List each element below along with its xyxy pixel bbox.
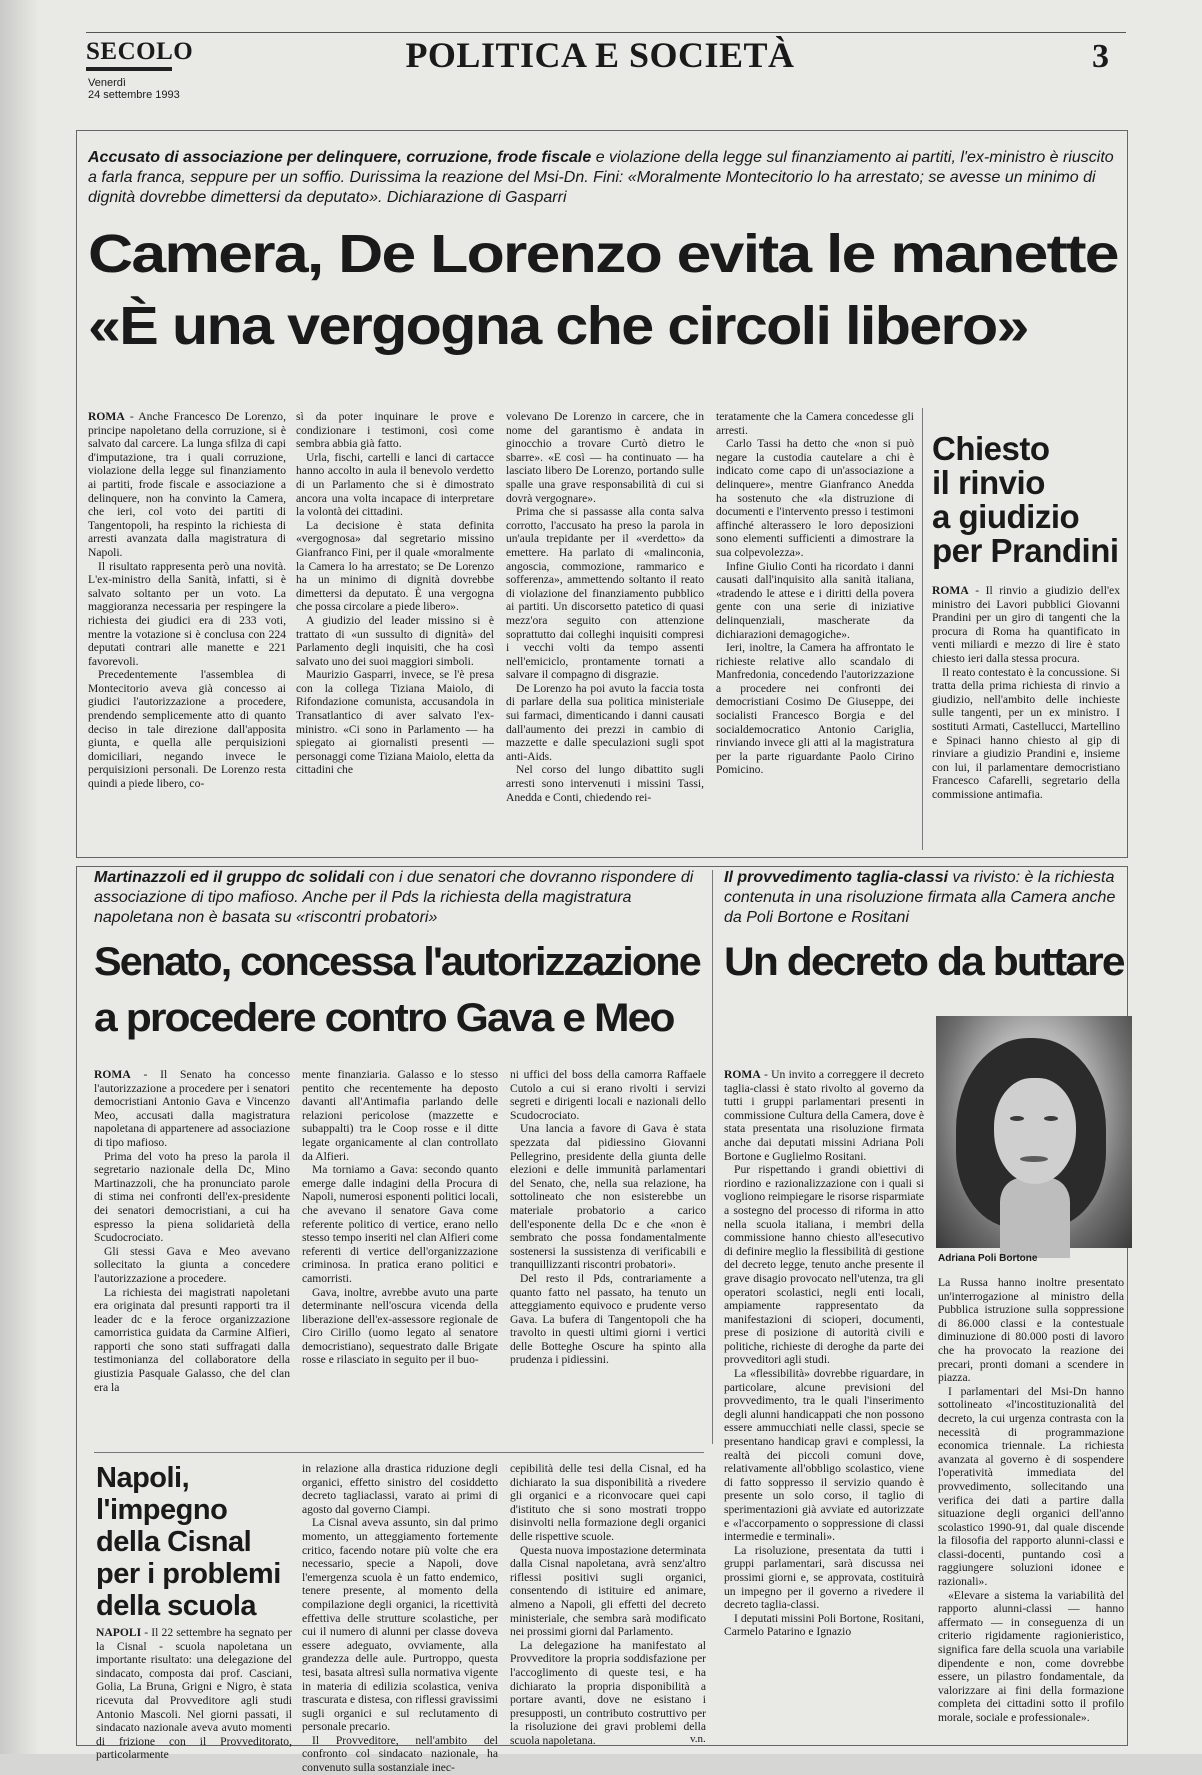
paragraph: Infine Giulio Conti ha ricordato i danni causati dall'inquisito alla sanità italiana, «tradendo le attese e i diritti della povera gente con una serie di iniziative delinquenziali, mascherate da dichiarazioni demagogiche». <box>716 559 914 641</box>
headline-line: della Cisnal <box>96 1526 252 1558</box>
sidebar-column <box>932 584 1120 848</box>
headline-line: a giudizio <box>932 498 1080 535</box>
headline-line: della scuola <box>96 1590 257 1622</box>
story1-headline-line1: Camera, De Lorenzo evita le manette <box>88 224 1118 284</box>
photo-eye <box>1044 1116 1058 1121</box>
story4-column-1 <box>96 1626 292 1762</box>
paragraph: sì da poter inquinare le prove e condizionare i testimoni, così come sembra abbia già fatto. <box>296 410 494 451</box>
issue-date: 24 settembre 1993 <box>88 89 180 101</box>
dateline: ROMA <box>932 584 969 597</box>
paragraph: in relazione alla drastica riduzione degli organici, effetto sinistro del cosiddetto decreto tagliaclassi, varato ai primi di agosto dal governo Ciampi. <box>302 1462 498 1516</box>
headline-line: Napoli, <box>96 1462 190 1494</box>
story2-kicker <box>94 868 704 928</box>
story1-headline-line2: «È una vergogna che circoli libero» <box>88 296 1028 356</box>
story1-column-1 <box>88 410 286 848</box>
story2-headline-line1: Senato, concessa l'autorizzazione <box>94 940 700 984</box>
story1-kicker <box>88 148 1118 208</box>
paragraph: Ieri, inoltre, la Camera ha affrontato le richieste relative allo scandalo di Manfredonia, concedendo l'autorizzazione a procedere nei confronti dei democristiani Cosimo De Giuseppe, dei socialisti Francesco Borgia e del socialdemocratico Antonio Cariglia, rinviando invece gli atti al la magistratura per la parte riguardante Paolo Cirino Pomicino. <box>716 641 914 777</box>
story4-headline <box>96 1462 292 1622</box>
paragraph: A giudizio del leader missino si è trattato di «un sussulto di dignità» del Parlamento degli inquisiti, che ha così salvato uno dei suoi maggiori simboli. <box>296 613 494 668</box>
story1-kicker-bold: Accusato di associazione per delinquere, corruzione, frode fiscale <box>88 149 592 166</box>
story3-kicker-bold: Il provvedimento taglia-classi <box>724 869 949 886</box>
story2-headline-line2: a procedere contro Gava e Meo <box>94 996 674 1040</box>
paragraph: Prima del voto ha preso la parola il segretario nazionale della Dc, Mino Martinazzoli, che ha pronunciato parole di stima nei confronti dell'ex-presidente dei senatori democristiani, a cui ha espresso la piena solidarietà della Scudocrociato. <box>94 1149 290 1245</box>
dateline: ROMA <box>724 1068 761 1081</box>
paragraph: - Il rinvio a giudizio dell'ex ministro dei Lavori pubblici Giovanni Prandini per un giro di tangenti che la procura di Roma ha quantificato in venti miliardi e mezzo di lire è stato chiesto ieri dalla stessa procura. <box>932 584 1120 665</box>
author-signature: v.n. <box>690 1733 706 1745</box>
paragraph: - Il Senato ha concesso l'autorizzazione a procedere per i senatori democristiani Antonio Gava e Vincenzo Meo, accusati dalla magistratura napoletana di appartenere ad associazione di tipo mafioso. <box>94 1068 290 1149</box>
newspaper-logo: SECOLO <box>86 38 194 65</box>
paragraph: La Cisnal aveva assunto, sin dal primo momento, un atteggiamento fortemente critico, facendo notare più volte che era necessario, specie a Napoli, dove l'emergenza scuola è un fatto endemico, tenere presente, al momento della compilazione degli organici, la ricettività effettiva delle strutture scolastiche, per cui il numero di alunni per classe doveva essere adeguato, ovviamente, alla grandezza delle aule. Purtroppo, questa tesi, basata altresì sulla normativa vigente in materia di edilizia scolastica, veniva trascurata e distesa, con riflessi gravissimi sugli organici e sul reclutamento di personale precario. <box>302 1516 498 1734</box>
story1-column-4 <box>716 410 914 848</box>
portrait-photo <box>936 1016 1132 1248</box>
issue-day: Venerdì <box>88 77 126 89</box>
sidebar-headline <box>932 432 1122 568</box>
story2-column-2 <box>302 1068 498 1440</box>
story3-kicker <box>724 868 1124 928</box>
story2-column-3 <box>510 1068 706 1440</box>
column-divider <box>922 408 923 850</box>
paragraph: De Lorenzo ha poi avuto la faccia tosta di parlare della sua politica ministeriale sui farmaci, dimenticando i danni causati dall'aumento dei prezzi in cambio di mazzette e dalle speculazioni sugli spot anti-Aids. <box>506 681 704 763</box>
paragraph: Pur rispettando i grandi obiettivi di riordino e razionalizzazione con i quali si vogliono reimpiegare le risorse risparmiate a sostegno del processo di riforma in atto nella scuola italiana, i membri della commissione hanno chiesto all'esecutivo di definire meglio la flessibilità di gestione del decreto legge, tenuto anche presente il grave disagio provocato nell'utenza, tra gli operatori scolastici, negli enti locali, ampiamente rappresentato da manifestazioni di scioperi, documenti, prese di posizione di autorità civili e politiche, richieste di deroghe da parte dei provveditori agli studi. <box>724 1163 924 1367</box>
story3-column-2 <box>938 1276 1124 1740</box>
story1-kicker-rest: e violazione della legge sul finanziamento ai partiti, l'ex-ministro è riuscito a farla franca, seppure per un soffio. Durissima la reazione del Msi-Dn. Fini: «Moralmente Montecitorio lo ha arrestato; se avesse un minimo di dignità dovrebbe dimettersi da deputato». Dichiarazione di Gasparri <box>88 149 1114 206</box>
paragraph: La «flessibilità» dovrebbe riguardare, in particolare, alcune previsioni del provvedimento, tra le quali l'inserimento degli alunni handicappati che non possono essere ammucchiati nelle classi, specie se presentano handicap gravi e complessi, la realtà dei piccoli comuni dove, relativamente all'obbligo scolastico, viene di fatto soppresso il servizio quando è presente un solo corso, il taglio di sperimentazioni già avviate ed autorizzate e «l'accorpamento o soppressione di classi intermedie e terminali». <box>724 1367 924 1544</box>
logo-underline <box>86 67 172 71</box>
paragraph: La Russa hanno inoltre presentato un'interrogazione al ministro della Pubblica istruzione sulla soppressione di 86.000 classi e la contestuale diminuzione di 80.000 posti di lavoro che ha provocato la reazione dei precari, pronti domani a scendere in piazza. <box>938 1276 1124 1385</box>
paragraph: - Anche Francesco De Lorenzo, principe napoletano della corruzione, si è salvato dal carcere. La lunga sfilza di capi d'imputazione, tra i quali corruzione, violazione della legge sul finanziamento ai partiti, frode fiscale e associazione a delinquere, non ha convinto la Camera, che ieri, col voto dei partiti di Tangentopoli, ha respinto la richiesta di arresti avanzata dalla magistratura di Napoli. <box>88 410 286 559</box>
story2-kicker-bold: Martinazzoli ed il gruppo dc solidali <box>94 869 365 886</box>
paragraph: Gava, inoltre, avrebbe avuto una parte determinante nell'oscura vicenda della liberazione dell'ex-assessore regionale de Ciro Cirillo (uomo legato al senatore democristiano), sequestrato dalle Brigate rosse e rilasciato in seguito per il buo- <box>302 1285 498 1367</box>
story2-kicker-rest: con i due senatori che dovranno rispondere di associazione di tipo mafioso. Anche per il Pds la richiesta della magistratura napoletana non è basata su «riscontri probatori» <box>94 869 694 926</box>
paragraph: Una lancia a favore di Gava è stata spezzata dal pidiessino Giovanni Pellegrino, presidente della giunta delle elezioni e delle immunità parlamentari del Senato, che, nella sua relazione, ha sottolineato che non esisterebbe un materiale probatorio a carico dell'esponente della Dc e che «non è sembrato che possa fondamentalmente sostenersi la sussistenza di verificabili e tranquillizzanti riscontri probatori». <box>510 1122 706 1272</box>
paragraph: La decisione è stata definita «vergognosa» dal segretario missino Gianfranco Fini, per il quale «moralmente la Camera lo ha arrestato; se De Lorenzo ha un minimo di dignità dovrebbe dimettersi da deputato. È una vergogna che possa circolare a piede libero». <box>296 518 494 614</box>
paragraph: Del resto il Pds, contrariamente a quanto fatto nel passato, ha tenuto un atteggiamento equivoco e prudente verso Gava. La bufera di Tangentopoli che ha travolto in questi ultimi giorni i vertici delle Botteghe Oscure ha spinto alla prudenza i pidiessini. <box>510 1271 706 1367</box>
paragraph: teratamente che la Camera concedesse gli arresti. <box>716 410 914 437</box>
paragraph: Il risultato rappresenta però una novità. L'ex-ministro della Sanità, infatti, si è salvato soltanto per un voto. La maggioranza necessaria per respingere la richiesta dei giudici era di 233 voti, mentre la votazione si è conclusa con 224 deputati contrari alle manette e 221 favorevoli. <box>88 559 286 668</box>
photo-face <box>994 1078 1076 1184</box>
top-rule <box>86 32 1126 33</box>
paragraph: mente finanziaria. Galasso e lo stesso pentito che recentemente ha deposto davanti all'Antimafia parlando delle relazioni pericolose (mazzette e subappalti) tra le Coop rosse e il ditte legate organicamente al clan controllato da Alfieri. <box>302 1068 498 1163</box>
headline-line: per Prandini <box>932 532 1119 569</box>
paragraph: La richiesta dei magistrati napoletani era originata dal presunti rapporti tra il leader dc e la feroce organizzazione camorristica guidata da Carmine Alfieri, rapporti che sono stati suffragati dalla testimonianza del collaboratore della giustizia Pasquale Galasso, che del clan era la <box>94 1285 290 1394</box>
story1-column-3 <box>506 410 704 848</box>
paragraph: ni uffici del boss della camorra Raffaele Cutolo a cui si erano rivolti i servizi segreti e dirigenti locali e nazionali dello Scudocrociato. <box>510 1068 706 1122</box>
paragraph: Urla, fischi, cartelli e lanci di cartacce hanno accolto in aula il benevolo verdetto di un Parlamento che si è dimostrato ancora una volta incapace di interpretare la volontà dei cittadini. <box>296 450 494 519</box>
paragraph: Nel corso del lungo dibattito sugli arresti sono intervenuti i missini Tassi, Anedda e Conti, chiedendo rei- <box>506 763 704 804</box>
dateline: ROMA <box>88 410 125 423</box>
paragraph: Precedentemente l'assemblea di Montecitorio aveva già concesso ai giudici l'autorizzazione a procedere, prendendo semplicemente atto di quanto deciso in tale direzione dall'apposita giunta, e quella alle perquisizioni domiciliari, negando invece le perquisizioni personali. De Lorenzo resta quindi a piede libero, co- <box>88 668 286 791</box>
section-title: POLITICA E SOCIETÀ <box>405 35 795 75</box>
paragraph: Prima che si passasse alla conta salva corrotto, l'accusato ha preso la parola in un'aula trepidante per il «verdetto» da emettere. Ha parlato di «malinconia, angoscia, commozione, rammarico e sofferenza», ammettendo soltanto il reato di violazione del finanziamento pubblico ai partiti. Un discorsetto patetico di quasi mezz'ora seguito con attenzione soprattutto dai colleghi inquisiti compresi i vecchi volti da tempo assenti nell'emiciclo, prontamente tornati a salvare il compagno di disgrazie. <box>506 505 704 682</box>
paragraph: Carlo Tassi ha detto che «non si può negare la custodia cautelare a chi è indicato come capo di un'associazione a delinquere», mentre Gianfranco Anedda ha sostenuto che «la distruzione di documenti e l'intervento presso i testimoni affinché alterassero le loro deposizioni sono elementi sufficienti a dimostrare la sua colpevolezza». <box>716 437 914 559</box>
paragraph: Maurizio Gasparri, invece, se l'è presa con la collega Tiziana Maiolo, di Rifondazione comunista, accusandola in Transatlantico di aver salvato l'ex-ministro. «Ci sono in Parlamento — ha spiegato ai giornalisti presenti — personaggi come Tiziana Maiolo, eletta da cittadini che <box>296 668 494 777</box>
story4-column-2 <box>302 1462 498 1775</box>
page-number: 3 <box>1092 38 1109 75</box>
story2-column-1 <box>94 1068 290 1440</box>
paragraph: «Elevare a sistema la variabilità del rapporto alunni-classi — hanno affermato — in conseguenza di un criterio rigidamente ragionieristico, significa fare della scuola una variabile dipendente e non, come dovrebbe essere, un pilastro fondamentale, da valorizzare ai fini della formazione completa dei cittadini sotto il profilo morale, sociale e professionale». <box>938 1588 1124 1724</box>
dateline: ROMA <box>94 1068 131 1081</box>
paragraph: I parlamentari del Msi-Dn hanno sottolineato «l'incostituzionalità del decreto, la cui urgenza contrasta con la necessità di programmazione economica triennale. La richiesta avanzata al governo è di sospendere l'operatività immediata del provvedimento, sollecitando una verifica dei dati a partire dalla situazione degli organici dell'anno scolastico 1990-91, dal quale discende la filosofia del rapporto alunni-classi e classi-docenti, puntando così a raggiungere soluzioni idonee e razionali». <box>938 1384 1124 1589</box>
headline-line: per i problemi <box>96 1558 281 1590</box>
photo-neck <box>1000 1178 1070 1258</box>
section-rule <box>94 1452 704 1453</box>
paragraph: cepibilità delle tesi della Cisnal, ed ha dichiarato la sua disponibilità a rivedere gli organici e a riconvocare quei capi d'istituto che si sono mostrati troppo disinvolti nella formazione degli organici delle rispettive scuole. <box>510 1462 706 1543</box>
photo-caption: Adriana Poli Bortone <box>938 1253 1038 1264</box>
story3-column-1 <box>724 1068 924 1740</box>
paragraph: Il Provveditore, nell'ambito del confronto col sindacato nazionale, ha convenuto sulla sostanziale inec- <box>302 1733 498 1775</box>
headline-line: Chiesto <box>932 430 1050 467</box>
paragraph: I deputati missini Poli Bortone, Rositani, Carmelo Patarino e Ignazio <box>724 1611 924 1639</box>
story1-column-2 <box>296 410 494 848</box>
paragraph: Gli stessi Gava e Meo avevano sollecitato la giunta a concedere l'autorizzazione a procedere. <box>94 1244 290 1285</box>
paragraph: Ma torniamo a Gava: secondo quanto emerge dalle indagini della Procura di Napoli, numerosi esponenti politici locali, che avevano il senatore Gava come referente politico di vertice, erano nello stesso tempo inseriti nel clan Alfieri come referenti di vertice dell'organizzazione criminosa. In pratica erano politici e camorristi. <box>302 1163 498 1285</box>
paragraph: - Un invito a correggere il decreto taglia-classi è stato rivolto al governo da tutti i gruppi parlamentari presenti in commissione Cultura della Camera, dove è stata presentata una risoluzione firmata anche dai deputati missini Adriana Poli Bortone e Guglielmo Rositani. <box>724 1068 924 1163</box>
photo-eye <box>1010 1116 1024 1121</box>
paragraph: La risoluzione, presentata da tutti i gruppi parlamentari, sarà discussa nei prossimi giorni e, se approvata, costituirà un impegno per il governo a rivedere il decreto taglia-classi. <box>724 1543 924 1612</box>
story3-headline: Un decreto da buttare <box>724 940 1124 984</box>
headline-line: il rinvio <box>932 464 1045 501</box>
headline-line: l'impegno <box>96 1494 228 1526</box>
paragraph: Questa nuova impostazione determinata dalla Cisnal napoletana, avrà senz'altro riflessi positivi sugli organici, consentendo di istituire ed animare, almeno a Napoli, gli effetti del decreto ministeriale, che sembra sarà modificato nei prossimi giorni dal Parlamento. <box>510 1543 706 1639</box>
paragraph: La delegazione ha manifestato al Provveditore la propria soddisfazione per l'accoglimento di queste tesi, e ha dichiarato la propria disponibilità a portare avanti, dove ne esistano i presupposti, un contributo costruttivo per la risoluzione dei gravi problemi della scuola napoletana. <box>510 1638 706 1747</box>
paragraph: Il reato contestato è la concussione. Si tratta della prima richiesta di rinvio a giudizio, nell'ambito delle inchieste sulle tangenti, per un ex ministro. I sostituti Armati, Castellucci, Martellino e Spinaci hanno chiesto al gip di rinviare a giudizio Prandini e, insieme con lui, il parlamentare democristiano Francesco Cafarelli, segretario della commissione antimafia. <box>932 665 1120 801</box>
photo-mouth <box>1020 1156 1048 1162</box>
dateline: NAPOLI <box>96 1626 142 1639</box>
paragraph: volevano De Lorenzo in carcere, che in nome del garantismo è andata in ginocchio a trovare Curtò dietro le sbarre». «E così — ha continuato — ha lasciato libero De Lorenzo, portando sulle spalle una grave responsabilità di cui si dovrà vergognare». <box>506 410 704 505</box>
column-divider <box>712 870 713 1444</box>
paragraph: - Il 22 settembre ha segnato per la Cisnal - scuola napoletana un importante risultato: una delegazione del sindacato, composta dai prof. Casciani, Golia, La Bruna, Grigni e Nigro, è stata ricevuta dal Provveditore agli studi Antonio Mascoli. Nel giorni passati, il sindacato nazionale aveva avuto momenti di frizione con il Provveditorato, particolarmente <box>96 1626 292 1762</box>
story3-kicker-rest: va rivisto: è la richiesta contenuta in una risoluzione firmata alla Camera anche da Poli Bortone e Rositani <box>724 869 1116 926</box>
